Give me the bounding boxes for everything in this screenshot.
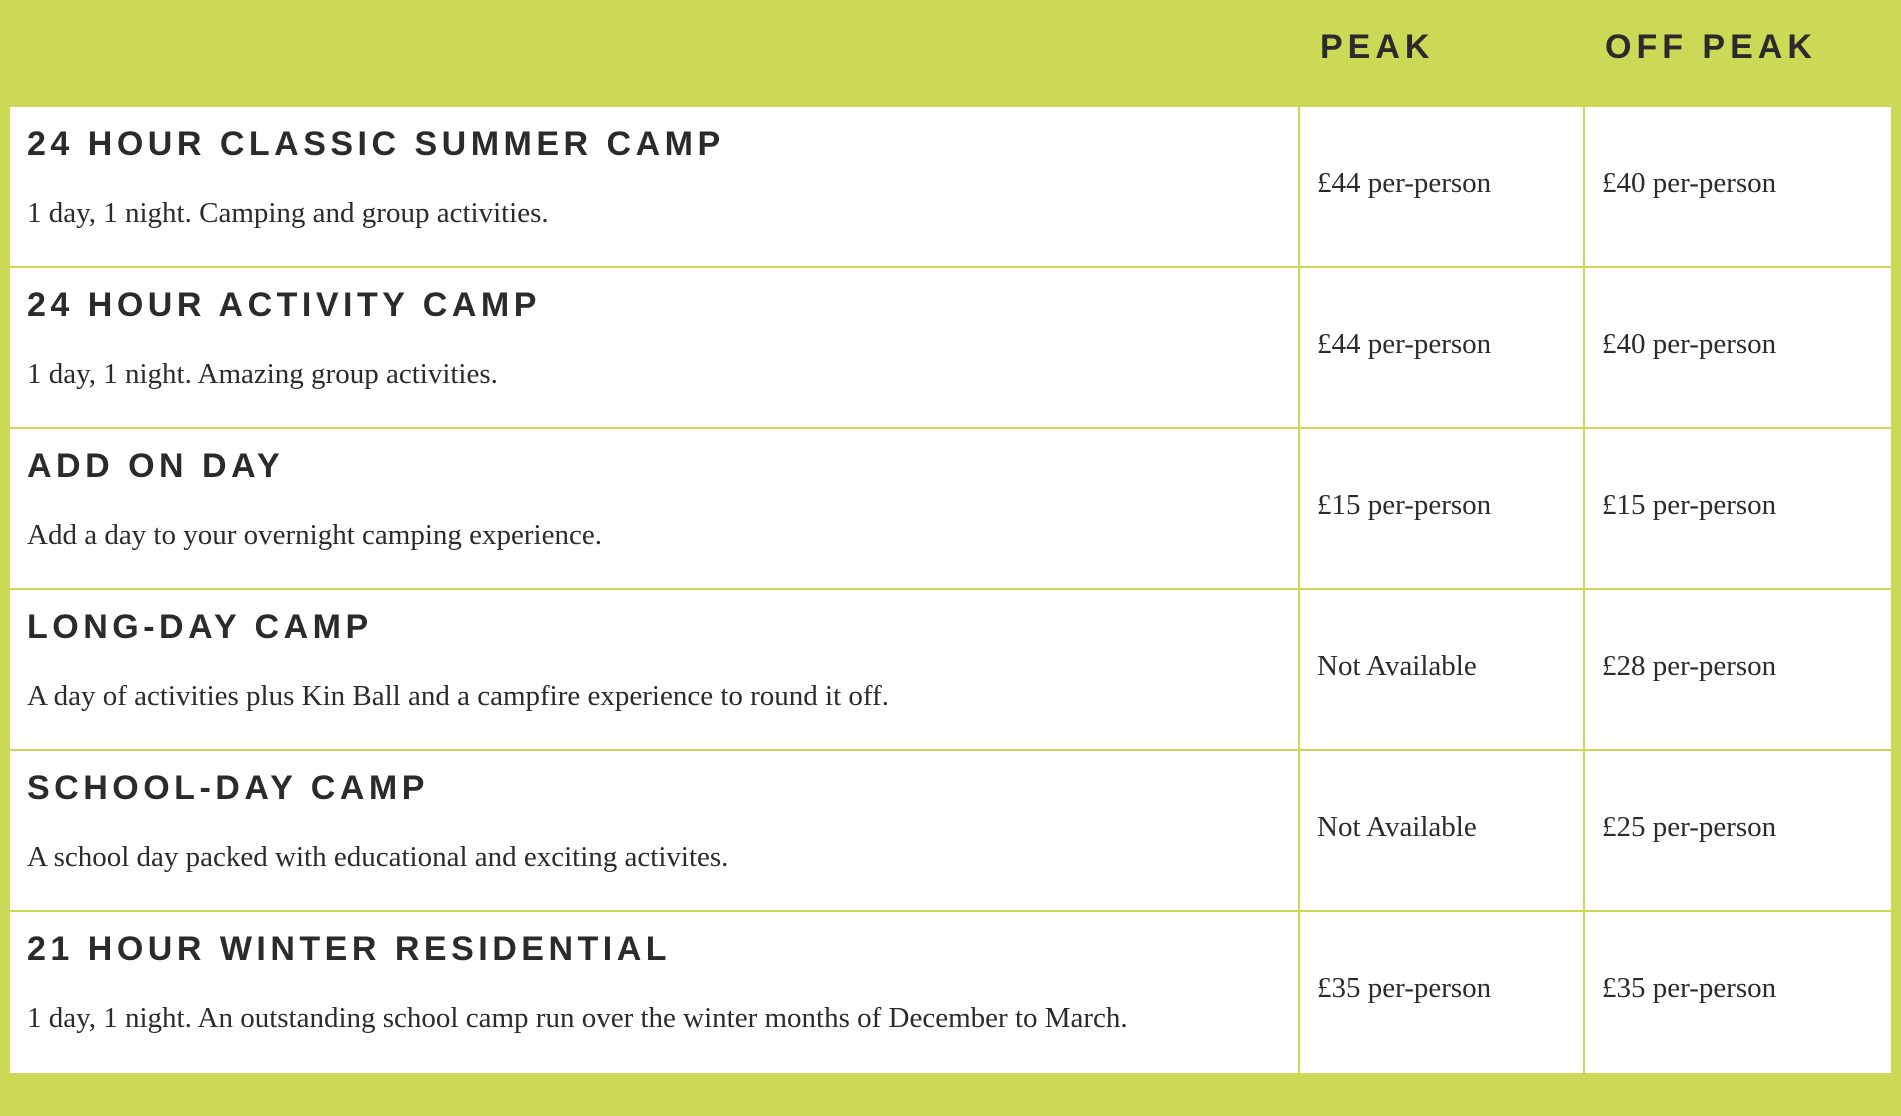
camp-title: 24 HOUR CLASSIC SUMMER CAMP — [27, 125, 725, 163]
table-row — [10, 429, 1891, 590]
camp-description-cell — [10, 429, 1300, 588]
off-peak-price: £40 per-person — [1602, 328, 1777, 360]
off-peak-price-cell — [1585, 429, 1891, 588]
peak-price-cell — [1300, 268, 1585, 427]
peak-price: £44 per-person — [1317, 167, 1492, 199]
peak-price-cell — [1300, 751, 1585, 910]
camp-description: A day of activities plus Kin Ball and a campfire experience to round it off. — [27, 680, 889, 712]
off-peak-price-cell — [1585, 590, 1891, 749]
off-peak-price: £28 per-person — [1602, 650, 1777, 682]
off-peak-price-cell — [1585, 912, 1891, 1073]
table-row — [10, 107, 1891, 268]
off-peak-price-cell — [1585, 107, 1891, 266]
pricing-table — [10, 0, 1891, 1073]
camp-description-cell — [10, 912, 1300, 1073]
camp-title: 21 HOUR WINTER RESIDENTIAL — [27, 930, 672, 968]
camp-description-cell — [10, 107, 1300, 266]
peak-price: £15 per-person — [1317, 489, 1492, 521]
camp-description: 1 day, 1 night. Camping and group activities. — [27, 197, 549, 229]
off-peak-price: £35 per-person — [1602, 972, 1777, 1004]
camp-description: Add a day to your overnight camping experience. — [27, 519, 602, 551]
peak-price-cell — [1300, 590, 1585, 749]
camp-description-cell — [10, 590, 1300, 749]
camp-title: LONG-DAY CAMP — [27, 608, 373, 646]
camp-description: 1 day, 1 night. Amazing group activities. — [27, 358, 498, 390]
peak-price: £35 per-person — [1317, 972, 1492, 1004]
peak-price: Not Available — [1317, 650, 1477, 682]
camp-description: A school day packed with educational and exciting activites. — [27, 841, 729, 873]
off-peak-price: £40 per-person — [1602, 167, 1777, 199]
peak-price: Not Available — [1317, 811, 1477, 843]
peak-price-cell — [1300, 429, 1585, 588]
camp-description: 1 day, 1 night. An outstanding school camp run over the winter months of December to March. — [27, 1002, 1128, 1034]
column-header-peak: PEAK — [1320, 28, 1435, 66]
peak-price: £44 per-person — [1317, 328, 1492, 360]
table-row — [10, 590, 1891, 751]
off-peak-price-cell — [1585, 268, 1891, 427]
table-row — [10, 751, 1891, 912]
camp-title: ADD ON DAY — [27, 447, 285, 485]
table-header — [10, 0, 1891, 107]
off-peak-price-cell — [1585, 751, 1891, 910]
camp-title: 24 HOUR ACTIVITY CAMP — [27, 286, 541, 324]
camp-title: SCHOOL-DAY CAMP — [27, 769, 429, 807]
camp-description-cell — [10, 268, 1300, 427]
peak-price-cell — [1300, 107, 1585, 266]
table-row — [10, 912, 1891, 1073]
peak-price-cell — [1300, 912, 1585, 1073]
off-peak-price: £25 per-person — [1602, 811, 1777, 843]
column-header-off-peak: OFF PEAK — [1605, 28, 1817, 66]
table-row — [10, 268, 1891, 429]
camp-description-cell — [10, 751, 1300, 910]
off-peak-price: £15 per-person — [1602, 489, 1777, 521]
